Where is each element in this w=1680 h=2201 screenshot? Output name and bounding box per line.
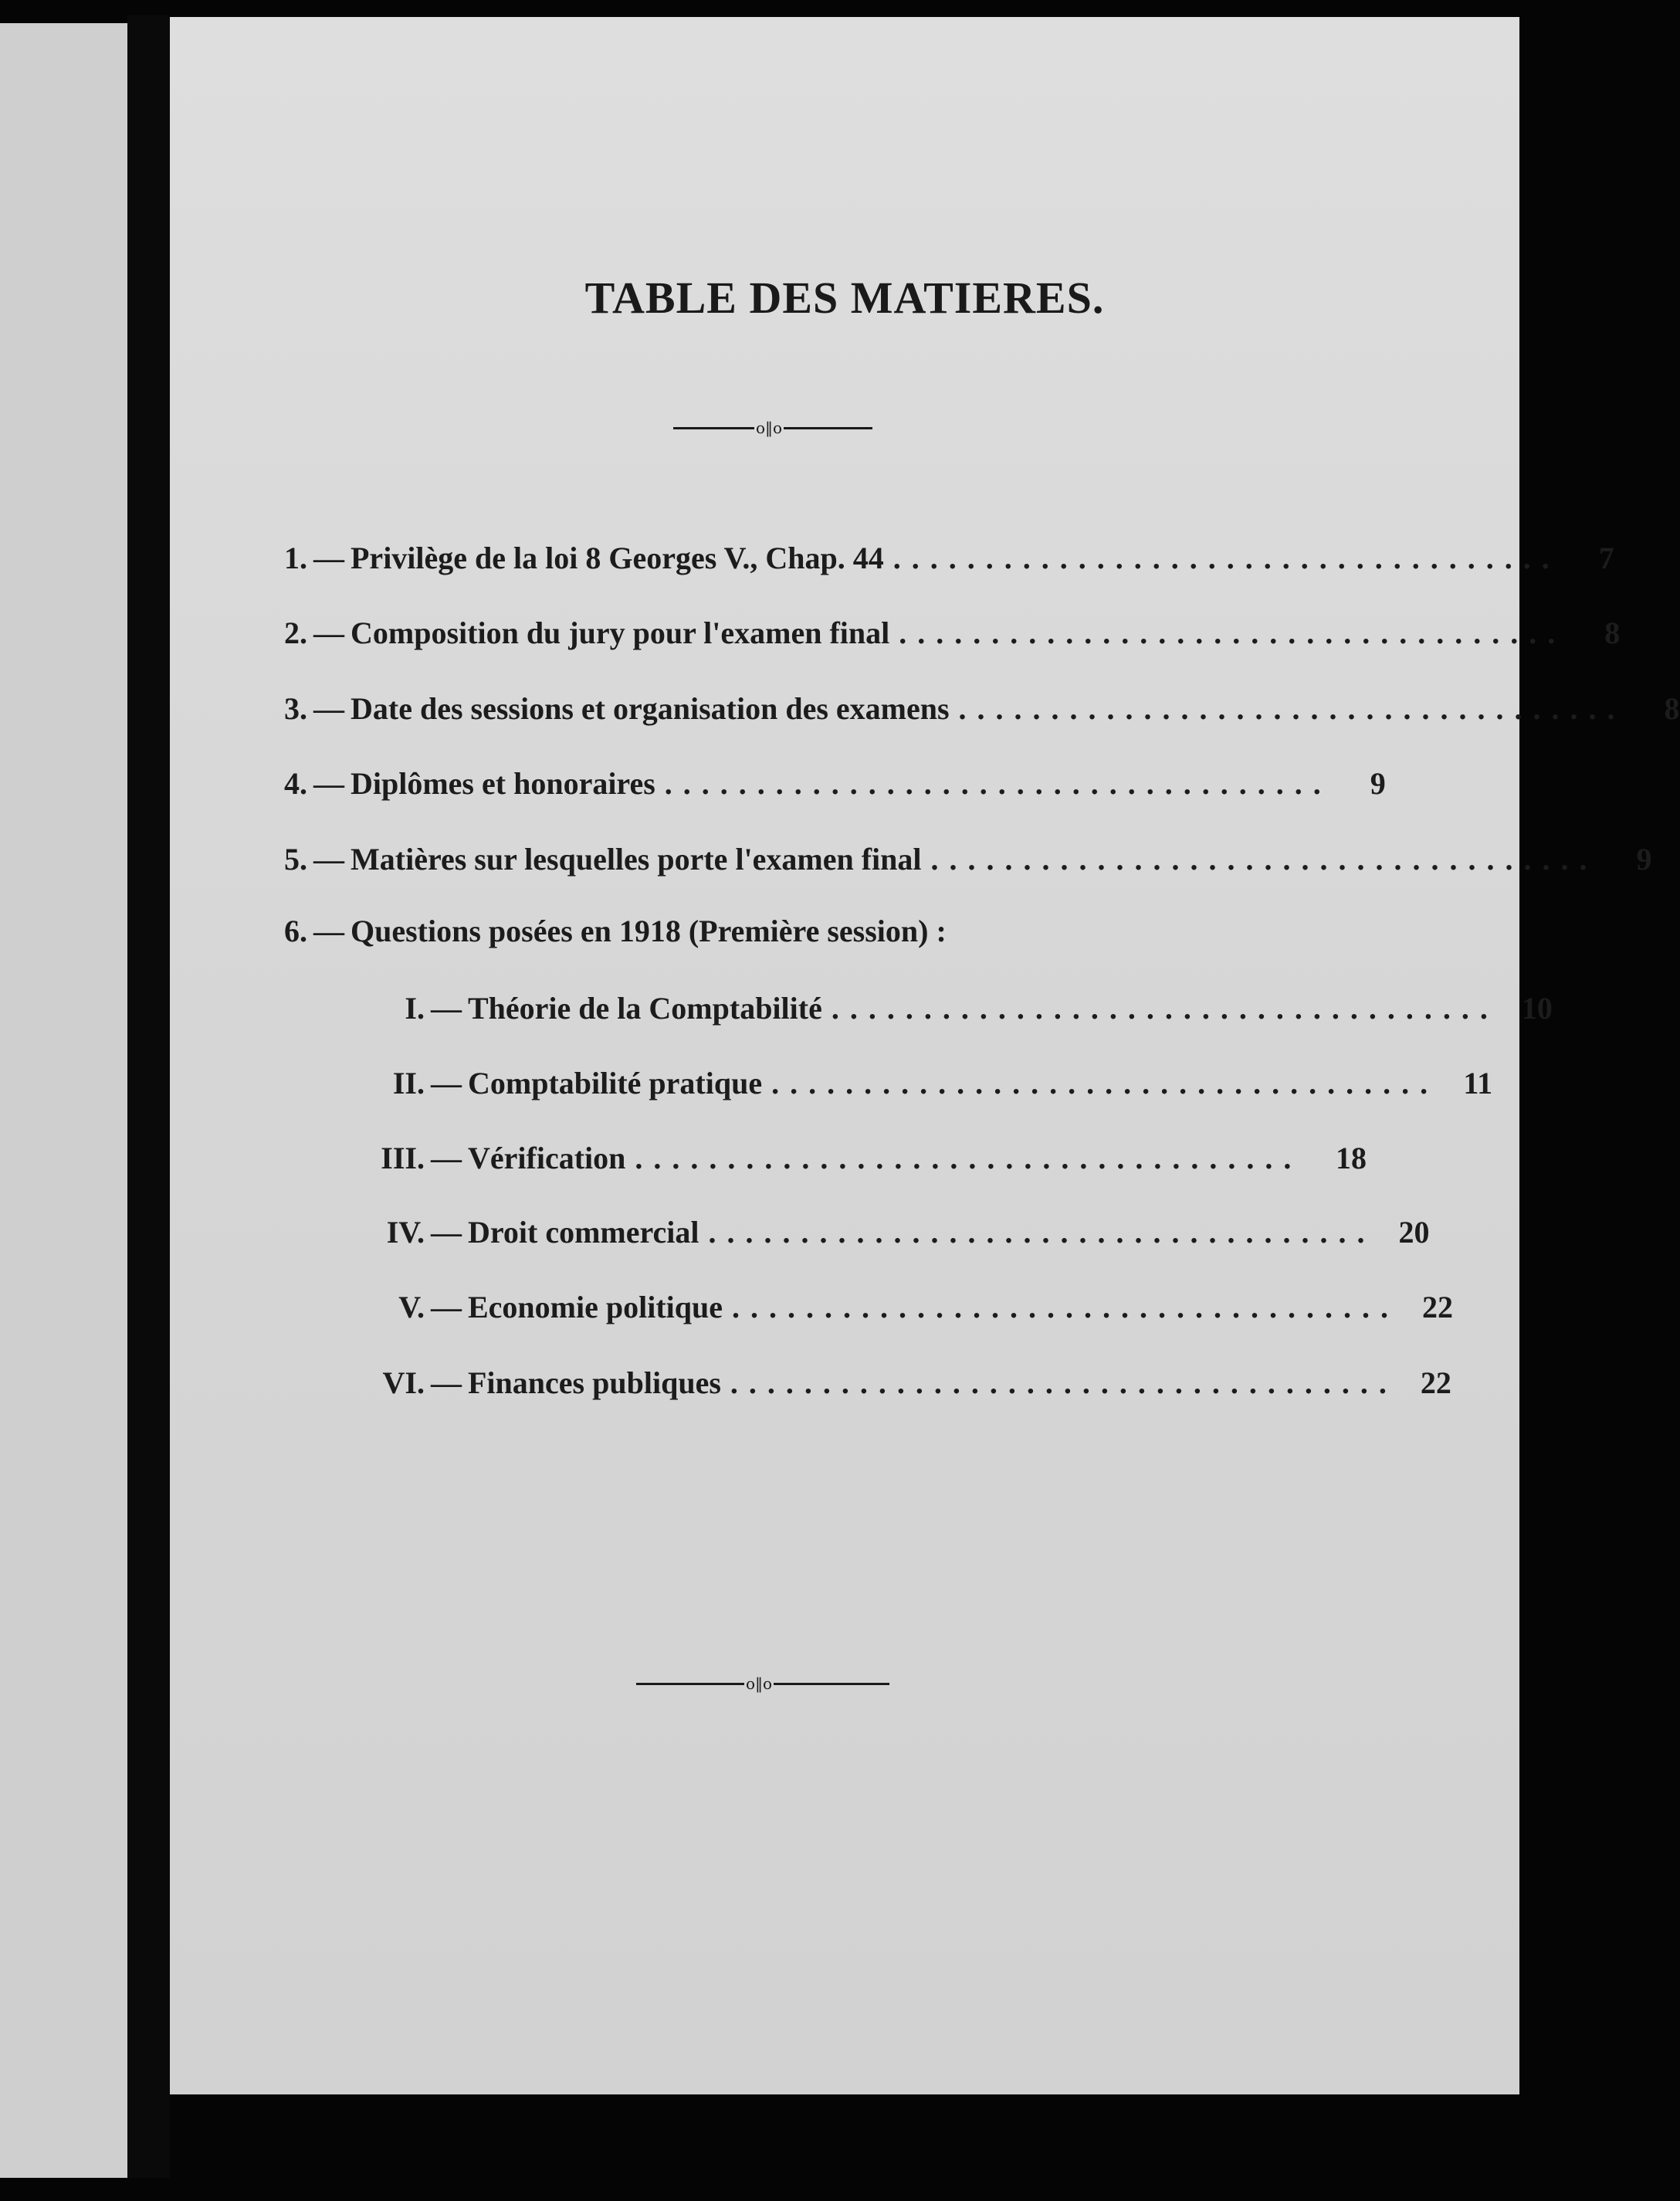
dot-leader: .................................... (730, 1365, 1397, 1400)
entry-page-number: 9 (1636, 841, 1652, 877)
entry-dash: — (431, 1214, 462, 1250)
entry-page-number: 8 (1604, 615, 1621, 650)
entry-label: Date des sessions et organisation des examens (351, 690, 950, 726)
entry-dash: — (431, 1365, 462, 1400)
facing-page-edge (0, 23, 127, 2178)
entry-dash: — (313, 765, 344, 801)
toc-entry[interactable] (270, 531, 1614, 585)
ornament-rule-right (774, 1683, 889, 1685)
entry-label: Matières sur lesquelles porte l'examen final (351, 841, 922, 877)
subentry-label: Vérification (468, 1140, 626, 1175)
entry-number: 1. (284, 540, 307, 575)
subentry-label: Economie politique (468, 1289, 723, 1324)
entry-dash: — (431, 1289, 462, 1324)
entry-label: Questions posées en 1918 (Première session) : (351, 913, 947, 948)
table-of-contents (170, 17, 1680, 2094)
dot-leader: .................................... (635, 1140, 1302, 1175)
subentry-page-number: 10 (1521, 990, 1553, 1026)
toc-subentry[interactable] (170, 1131, 1367, 1185)
dot-leader: .................................... (899, 615, 1567, 650)
subentry-label: Droit commercial (468, 1214, 699, 1250)
dot-leader: .................................... (732, 1289, 1400, 1324)
entry-number: 5. (284, 841, 307, 877)
entry-page-number: 9 (1370, 765, 1386, 801)
dot-leader: .................................... (930, 841, 1598, 877)
toc-subentry[interactable] (170, 981, 1553, 1035)
entry-number: 3. (284, 690, 307, 726)
subentry-number: V. (398, 1289, 425, 1324)
entry-label: Privilège de la loi 8 Georges V., Chap. 44 (351, 540, 884, 575)
toc-subentry[interactable] (170, 1280, 1454, 1334)
toc-entry[interactable] (270, 832, 1652, 886)
book-binding (127, 15, 170, 2178)
subentry-number: I. (405, 990, 425, 1026)
dot-leader: .................................... (771, 1065, 1439, 1100)
entry-page-number: 7 (1598, 540, 1614, 575)
page-title: TABLE DES MATIERES. (584, 273, 1105, 323)
bottom-ornament (636, 1676, 894, 1691)
entry-dash: — (313, 615, 344, 650)
entry-number: 2. (284, 615, 307, 650)
toc-subentry[interactable] (170, 1355, 1451, 1409)
subentry-label: Comptabilité pratique (468, 1065, 763, 1100)
entry-label: Diplômes et honoraires (351, 765, 655, 801)
entry-label: Composition du jury pour l'examen final (351, 615, 890, 650)
entry-dash: — (313, 540, 344, 575)
dot-leader: .................................... (831, 990, 1499, 1026)
entry-page-number: 8 (1664, 690, 1680, 726)
subentry-number: IV. (386, 1214, 425, 1250)
toc-entry[interactable] (270, 681, 1680, 735)
ornament-glyph: o‖o (746, 1674, 773, 1693)
toc-entry[interactable] (270, 756, 1386, 810)
toc-entry[interactable] (270, 904, 1367, 958)
toc-subentry[interactable] (170, 1205, 1430, 1259)
dot-leader: .................................... (958, 690, 1626, 726)
subentry-page-number: 22 (1420, 1365, 1451, 1400)
entry-number: 6. (284, 913, 307, 948)
ornament-rule-left (636, 1683, 744, 1685)
entry-dash: — (431, 1065, 462, 1100)
dot-leader: .................................... (708, 1214, 1376, 1250)
entry-dash: — (313, 913, 344, 948)
entry-dash: — (431, 990, 462, 1026)
toc-subentry[interactable] (170, 1056, 1493, 1110)
document-page (170, 17, 1680, 2094)
subentry-page-number: 20 (1398, 1214, 1430, 1250)
subentry-number: VI. (382, 1365, 425, 1400)
subentry-page-number: 22 (1422, 1289, 1454, 1324)
subentry-number: III. (381, 1140, 425, 1175)
subentry-page-number: 18 (1336, 1140, 1367, 1175)
entry-dash: — (313, 841, 344, 877)
subentry-label: Finances publiques (468, 1365, 721, 1400)
subentry-page-number: 11 (1463, 1065, 1493, 1100)
entry-dash: — (431, 1140, 462, 1175)
entry-dash: — (313, 690, 344, 726)
subentry-number: II. (392, 1065, 425, 1100)
entry-number: 4. (284, 765, 307, 801)
subentry-label: Théorie de la Comptabilité (468, 990, 822, 1026)
ornament-glyph: o‖o (756, 419, 783, 437)
dot-leader: .................................... (892, 540, 1560, 575)
toc-entry[interactable] (270, 605, 1621, 660)
dot-leader: .................................... (664, 765, 1332, 801)
